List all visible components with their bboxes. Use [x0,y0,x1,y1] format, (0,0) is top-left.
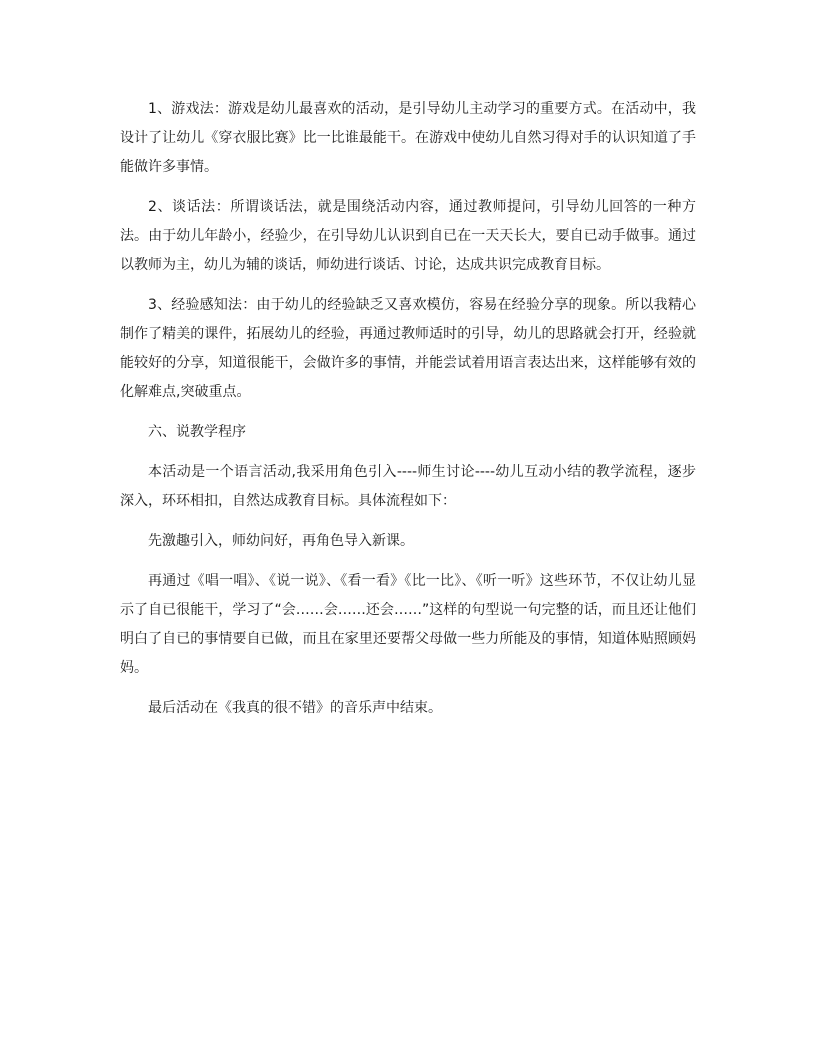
paragraph-method-talk: 2、谈话法：所谓谈话法，就是围绕活动内容，通过教师提问，引导幼儿回答的一种方法。由于幼儿年龄小，经验少，在引导幼儿认识到自已在一天天长大，要自已动手做事。通过以教师为主，幼儿为辅的谈话，师幼进行谈话、讨论，达成共识完成教育目标。 [120,199,696,273]
paragraph-procedure-start: 先激趣引入，师幼问好，再角色导入新课。 [148,533,414,549]
document-page [120,95,696,734]
paragraph-procedure-intro: 本活动是一个语言活动,我采用角色引入----师生讨论----幼儿互动小结的教学流程，逐步深入，环环相扣，自然达成教育目标。具体流程如下： [120,464,696,509]
paragraph-method-experience: 3、经验感知法：由于幼儿的经验缺乏又喜欢模仿，容易在经验分享的现象。所以我精心制作了精美的课件，拓展幼儿的经验，再通过教师适时的引导，幼儿的思路就会打开，经验就能较好的分享，知道很能干，会做许多的事情，并能尝试着用语言表达出来，这样能够有效的化解难点,突破重点。 [120,297,696,400]
paragraph-method-game: 1、游戏法：游戏是幼儿最喜欢的活动，是引导幼儿主动学习的重要方式。在活动中，我设计了让幼儿《穿衣服比赛》比一比谁最能干。在游戏中使幼儿自然习得对手的认识知道了手能做许多事情。 [120,101,696,175]
section-heading-teaching-procedure: 六、说教学程序 [148,424,246,440]
paragraph-procedure-end: 最后活动在《我真的很不错》的音乐声中结束。 [148,700,442,716]
paragraph-procedure-activities: 再通过《唱一唱》、《说一说》、《看一看》《比一比》、《听一听》这些环节，不仅让幼儿显示了自已很能干，学习了“会……会……还会……”这样的句型说一句完整的话，而且还让他们明白了自已的事情要自已做，而且在家里还要帮父母做一些力所能及的事情，知道体贴照顾妈妈。 [120,573,696,676]
